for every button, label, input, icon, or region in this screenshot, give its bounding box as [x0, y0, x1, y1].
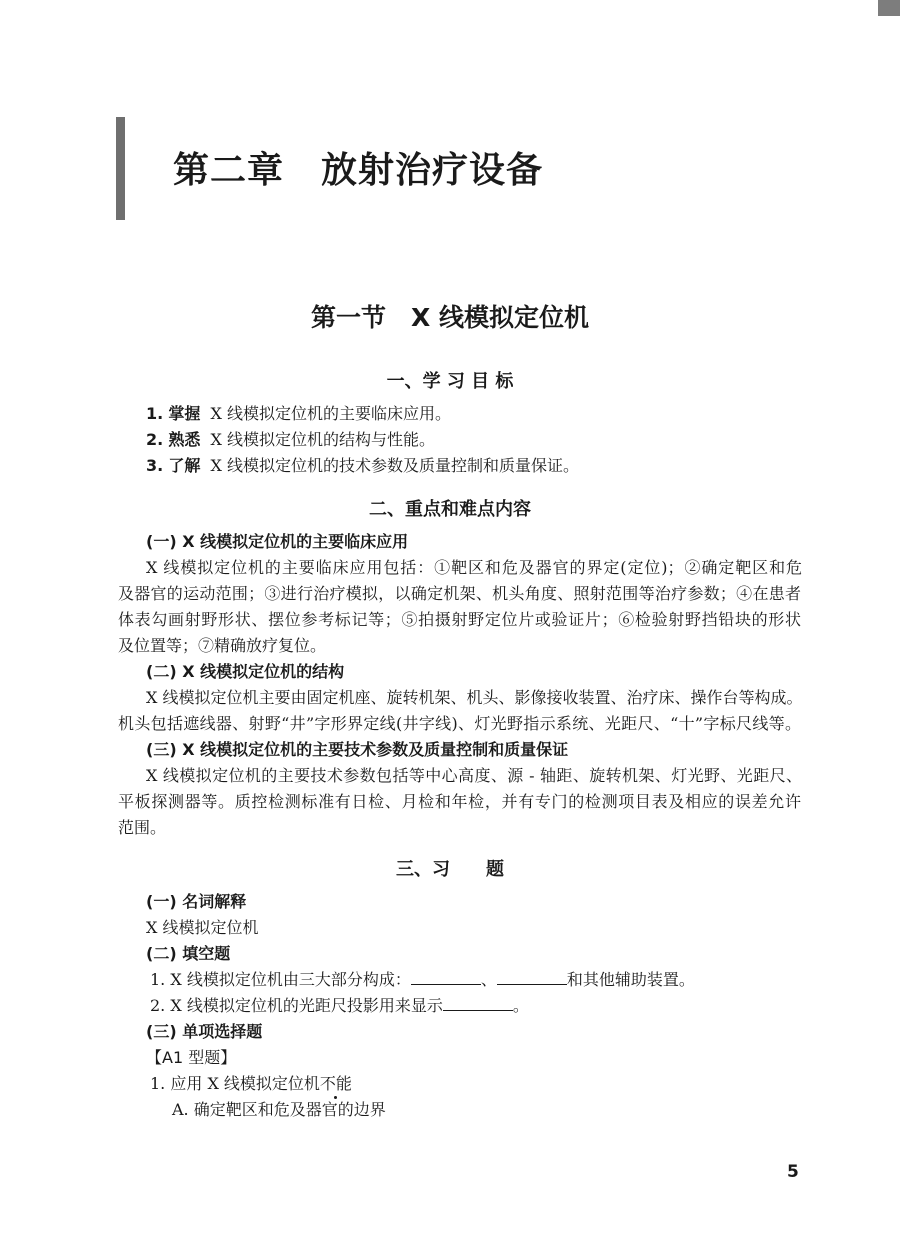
- subsection-title: (二) 填空题: [146, 944, 231, 963]
- subsection-title: (三) 单项选择题: [146, 1022, 263, 1041]
- fill-question-2: 2. X 线模拟定位机的光距尺投影用来显示 。: [150, 996, 529, 1015]
- term-item: X 线模拟定位机: [146, 918, 259, 937]
- fill-question-1: 1. X 线模拟定位机由三大部分构成： 、 和其他辅助装置。: [150, 970, 695, 989]
- corner-tab: [878, 0, 900, 16]
- paragraph-line: 范围。: [118, 818, 167, 837]
- chapter-bar: [116, 117, 125, 220]
- paragraph-line: X 线模拟定位机的主要临床应用包括：①靶区和危及器官的界定(定位)；②确定靶区和危: [146, 558, 802, 577]
- subsection-title: (一) 名词解释: [146, 892, 247, 911]
- objective-item: 3. 了解 X 线模拟定位机的技术参数及质量控制和质量保证。: [146, 456, 579, 475]
- subsection-title: (二) X 线模拟定位机的结构: [146, 662, 345, 681]
- paragraph-line: 机头包括遮线器、射野“井”字形界定线(井字线)、灯光野指示系统、光距尺、“十”字标尺线等。: [118, 714, 801, 733]
- paragraph-line: 及器官的运动范围；③进行治疗模拟，以确定机架、机头角度、照射范围等治疗参数；④在患者: [118, 584, 801, 603]
- answer-blank[interactable]: [443, 996, 513, 1011]
- page-number: 5: [787, 1162, 799, 1182]
- key-points-heading: 二、重点和难点内容: [369, 499, 531, 520]
- chapter-title: 第二章 放射治疗设备: [173, 150, 544, 191]
- paragraph-line: X 线模拟定位机主要由固定机座、旋转机架、机头、影像接收装置、治疗床、操作台等构成。: [146, 688, 803, 707]
- answer-blank[interactable]: [411, 970, 481, 985]
- subsection-title: (三) X 线模拟定位机的主要技术参数及质量控制和质量保证: [146, 740, 569, 759]
- choice-question-1: 1. 应用 X 线模拟定位机不能: [150, 1074, 352, 1093]
- objective-item: 2. 熟悉 X 线模拟定位机的结构与性能。: [146, 430, 435, 449]
- choice-option[interactable]: A. 确定靶区和危及器官的边界: [172, 1100, 386, 1119]
- objective-item: 1. 掌握 X 线模拟定位机的主要临床应用。: [146, 404, 451, 423]
- paragraph-line: X 线模拟定位机的主要技术参数包括等中心高度、源 - 轴距、旋转机架、灯光野、光距尺、: [146, 766, 802, 785]
- paragraph-line: 及位置等；⑦精确放疗复位。: [118, 636, 327, 655]
- paragraph-line: 体表勾画射野形状、摆位参考标记等；⑤拍摄射野定位片或验证片；⑥检验射野挡铅块的形状: [118, 610, 801, 629]
- exercises-heading: 三、习 题: [396, 859, 504, 880]
- section-title: 第一节 X 线模拟定位机: [311, 303, 589, 332]
- paragraph-line: 平板探测器等。质控检测标准有日检、月检和年检，并有专门的检测项目表及相应的误差允许: [118, 792, 801, 811]
- objectives-heading: 一、学 习 目 标: [386, 371, 514, 392]
- question-type: 【A1 型题】: [146, 1048, 237, 1067]
- subsection-title: (一) X 线模拟定位机的主要临床应用: [146, 532, 409, 551]
- emphasis-mark: 不能: [319, 1074, 352, 1093]
- answer-blank[interactable]: [497, 970, 567, 985]
